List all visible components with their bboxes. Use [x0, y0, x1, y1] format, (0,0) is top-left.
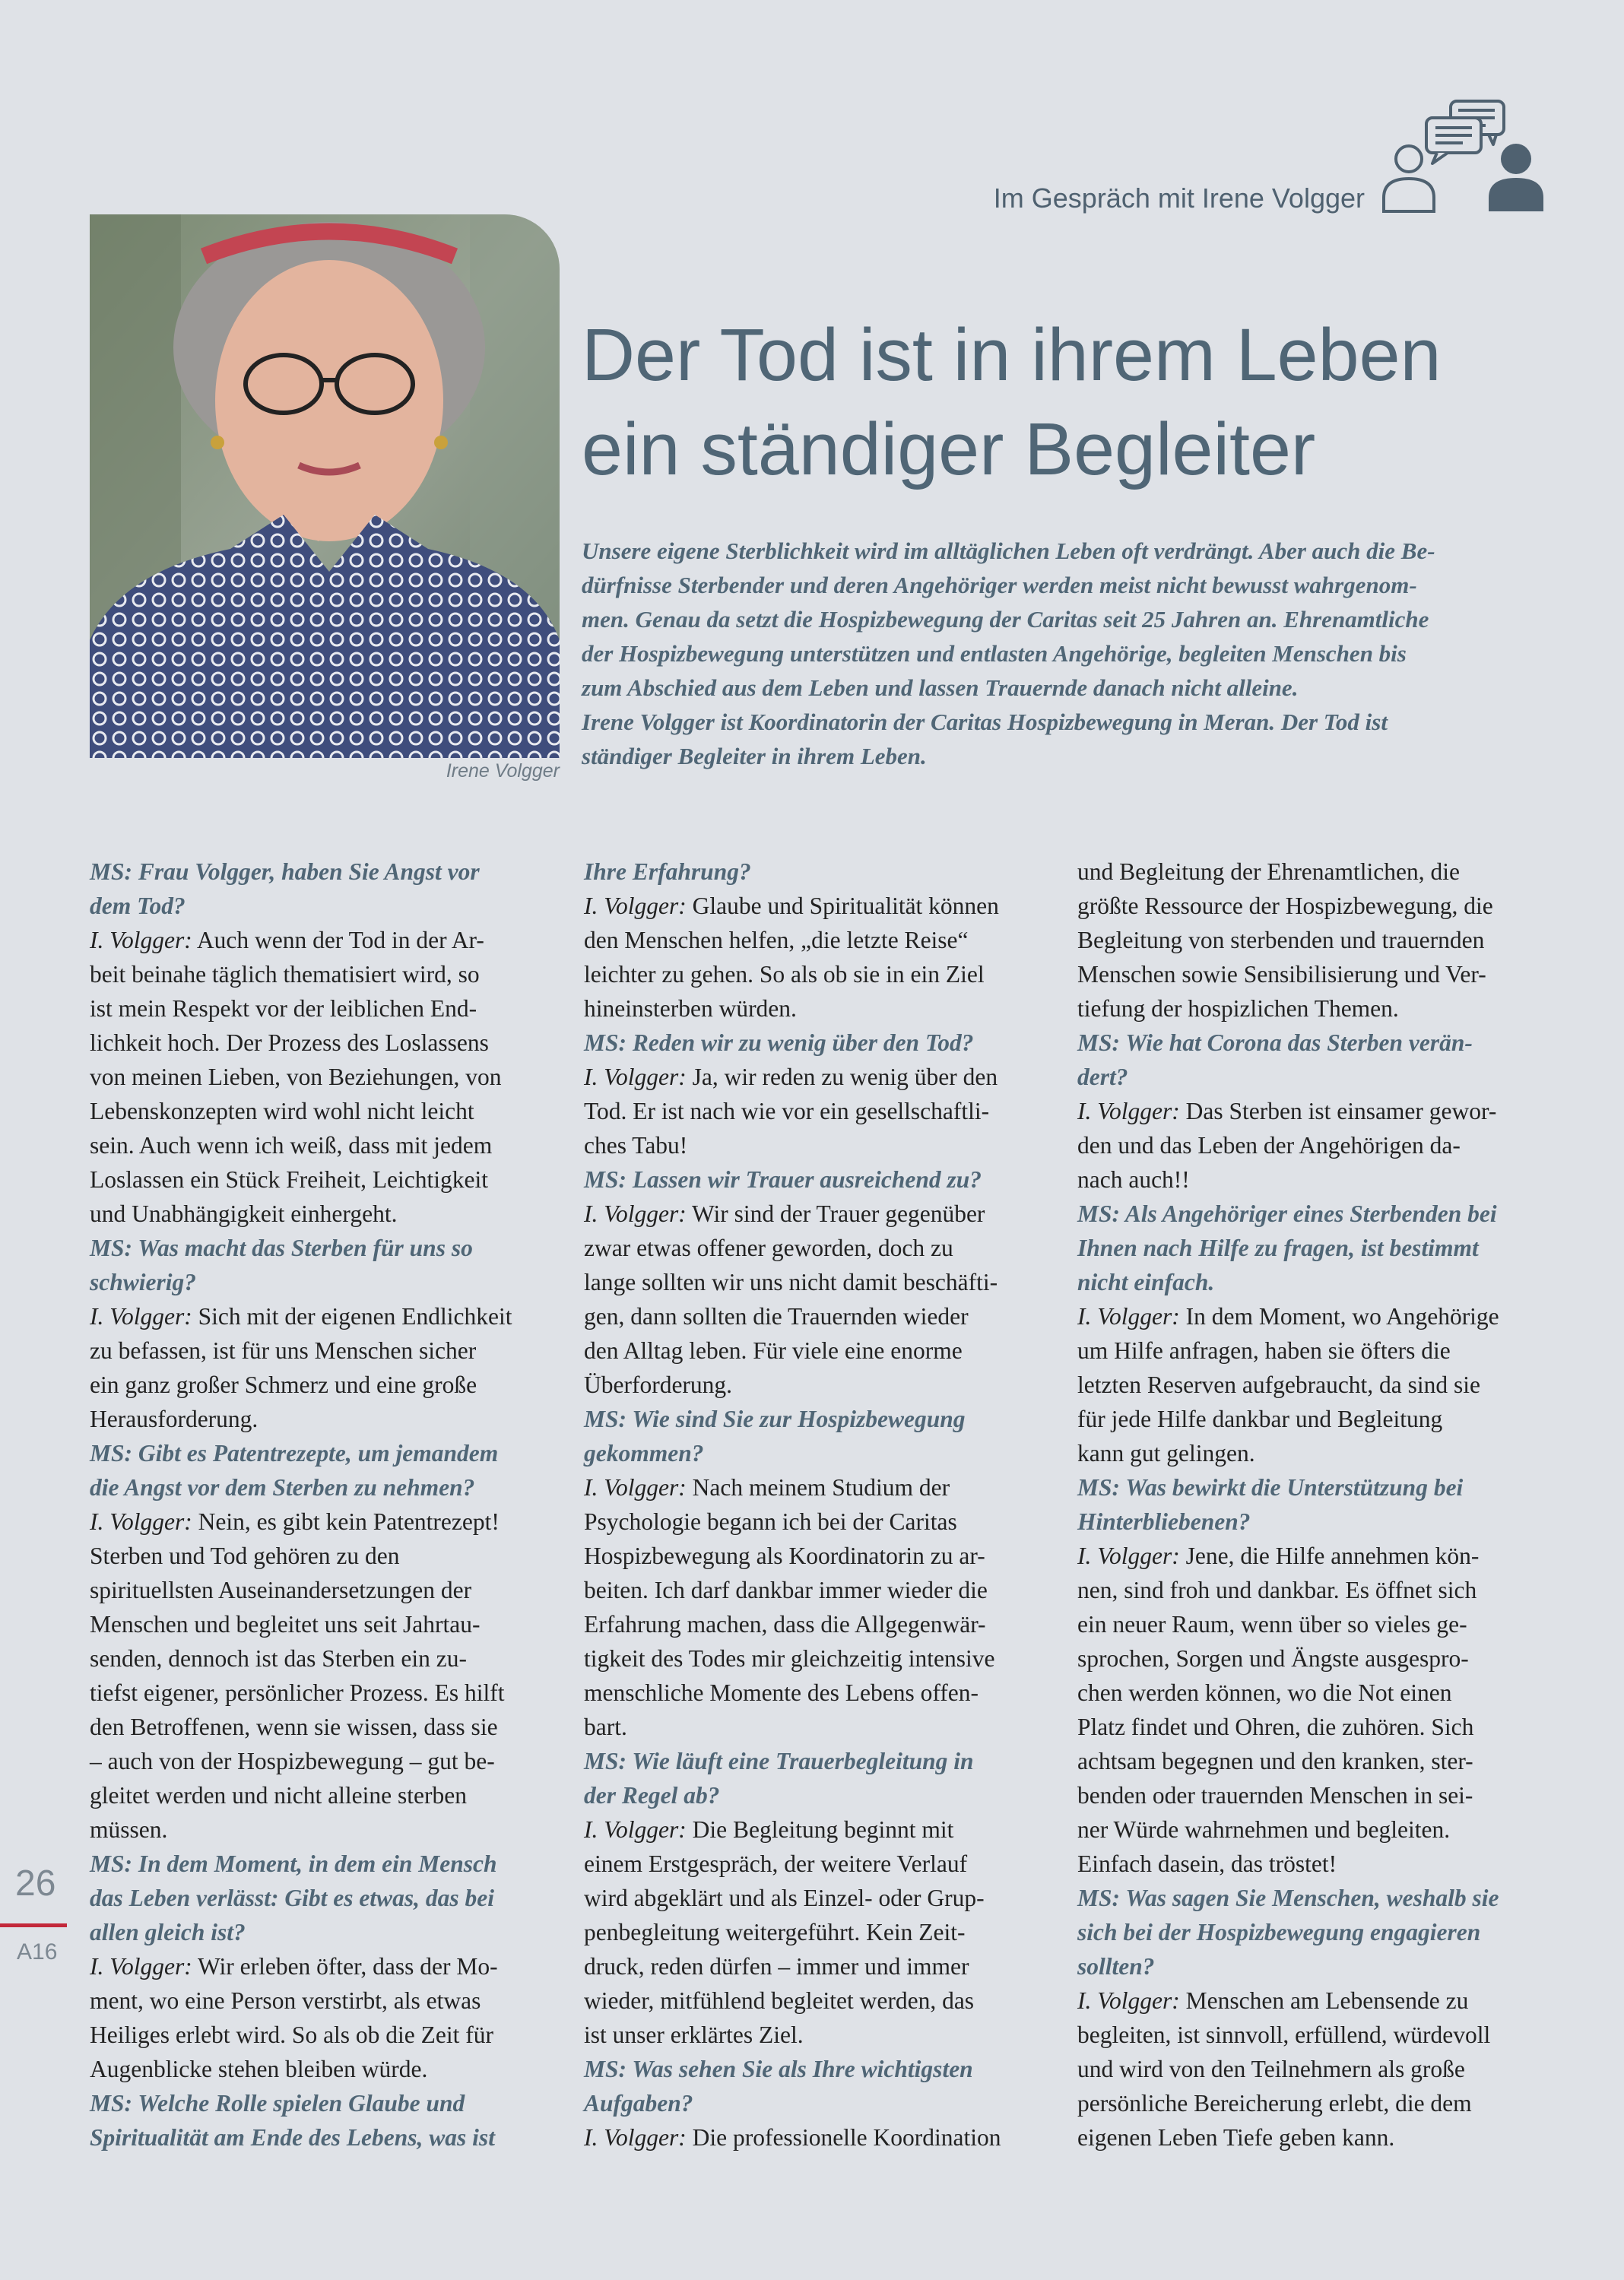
- interview-question-line: der Regel ab?: [584, 1782, 720, 1809]
- interview-text-line: von meinen Lieben, von Beziehungen, von: [90, 1064, 502, 1090]
- interview-text-line: Psychologie begann ich bei der Caritas: [584, 1508, 957, 1535]
- interview-text-line: Einfach dasein, das tröstet!: [1077, 1850, 1337, 1877]
- section-kicker: Im Gespräch mit Irene Volgger: [993, 182, 1365, 214]
- interview-text-line: größte Ressource der Hospizbewegung, die: [1077, 893, 1493, 919]
- interview-text-line: lichkeit hoch. Der Prozess des Loslassens: [90, 1029, 489, 1056]
- answer-text: Jene, die Hilfe annehmen kön-: [1179, 1543, 1480, 1569]
- lead-line: zum Abschied aus dem Leben und lassen Trauernde danach nicht alleine.: [582, 674, 1299, 701]
- interview-question-line: sich bei der Hospizbewegung engagieren: [1077, 1919, 1481, 1945]
- answer-text: Glaube und Spiritualität können: [686, 893, 999, 919]
- speaker-label: I. Volgger:: [90, 1303, 192, 1330]
- speaker-label: I. Volgger:: [1077, 1543, 1180, 1569]
- photo-caption: Irene Volgger: [446, 760, 560, 782]
- interview-question-line: MS: Was macht das Sterben für uns so: [90, 1235, 473, 1261]
- speaker-label: I. Volgger:: [584, 1816, 687, 1843]
- conversation-icon: [1375, 97, 1546, 216]
- interview-text-line: tiefung der hospizlichen Themen.: [1077, 995, 1399, 1022]
- interview-answer-line: [90, 1299, 576, 1333]
- interview-text-line: Tod. Er ist nach wie vor ein gesellschaftli-: [584, 1098, 990, 1124]
- interview-question-line: MS: Wie sind Sie zur Hospizbewegung: [584, 1406, 966, 1432]
- interview-text-line: Herausforderung.: [90, 1406, 259, 1432]
- interview-text-line: tiefst eigener, persönlicher Prozess. Es hilft: [90, 1679, 505, 1706]
- interview-text-line: gen, dann sollten die Trauernden wieder: [584, 1303, 969, 1330]
- speaker-label: I. Volgger:: [584, 893, 687, 919]
- interview-text-line: Sterben und Tod gehören zu den: [90, 1543, 400, 1569]
- interview-text-line: Menschen sowie Sensibilisierung und Ver-: [1077, 961, 1486, 988]
- interview-text-line: ist unser erklärtes Ziel.: [584, 2022, 804, 2048]
- answer-text: Wir sind der Trauer gegenüber: [686, 1200, 985, 1227]
- speaker-label: I. Volgger:: [584, 1474, 687, 1501]
- interview-text-line: tigkeit des Todes mir gleichzeitig intensive: [584, 1645, 995, 1672]
- interview-text-line: Lebenskonzepten wird wohl nicht leicht: [90, 1098, 474, 1124]
- speaker-label: I. Volgger:: [90, 927, 192, 953]
- interview-question-line: dem Tod?: [90, 893, 186, 919]
- interview-text-line: Heiliges erlebt wird. So als ob die Zeit für: [90, 2022, 493, 2048]
- speaker-label: I. Volgger:: [584, 1200, 687, 1227]
- interview-text-line: eigenen Leben Tiefe geben kann.: [1077, 2124, 1395, 2151]
- interview-answer-line: [1077, 1984, 1564, 2018]
- interview-text-line: Überforderung.: [584, 1371, 733, 1398]
- answer-text: Das Sterben ist einsamer gewor-: [1179, 1098, 1497, 1124]
- headline-line: ein ständiger Begleiter: [582, 407, 1316, 490]
- headline-line: Der Tod ist in ihrem Leben: [582, 313, 1442, 396]
- answer-text: Ja, wir reden zu wenig über den: [686, 1064, 998, 1090]
- speaker-label: I. Volgger:: [1077, 1098, 1180, 1124]
- interview-text-line: den und das Leben der Angehörigen da-: [1077, 1132, 1461, 1159]
- interview-text-line: kann gut gelingen.: [1077, 1440, 1255, 1467]
- interview-answer-line: [584, 889, 1071, 923]
- interview-answer-line: [90, 1949, 576, 1984]
- interview-text-line: sprochen, Sorgen und Ängste ausgespro-: [1077, 1645, 1469, 1672]
- interview-text-line: ein ganz großer Schmerz und eine große: [90, 1371, 477, 1398]
- interview-question-line: Ihnen nach Hilfe zu fragen, ist bestimmt: [1077, 1235, 1479, 1261]
- lead-line: der Hospizbewegung unterstützen und entlasten Angehörige, begleiten Menschen bis: [582, 640, 1407, 667]
- answer-text: Die professionelle Koordination: [686, 2124, 1001, 2151]
- headline: [582, 308, 1570, 496]
- answer-text: Nach meinem Studium der: [686, 1474, 950, 1501]
- interview-question-line: schwierig?: [90, 1269, 197, 1295]
- answer-text: Wir erleben öfter, dass der Mo-: [192, 1953, 498, 1980]
- interview-question-line: MS: Was sagen Sie Menschen, weshalb sie: [1077, 1885, 1499, 1911]
- interview-text-line: wird abgeklärt und als Einzel- oder Grup-: [584, 1885, 985, 1911]
- interview-question-line: MS: Lassen wir Trauer ausreichend zu?: [584, 1166, 982, 1193]
- interview-question-line: die Angst vor dem Sterben zu nehmen?: [90, 1474, 475, 1501]
- interview-question-line: dert?: [1077, 1064, 1128, 1090]
- interview-answer-line: [584, 2120, 1071, 2155]
- interview-question-line: MS: Gibt es Patentrezepte, um jemandem: [90, 1440, 499, 1467]
- interview-answer-line: [584, 1812, 1071, 1847]
- interview-question-line: Aufgaben?: [584, 2090, 693, 2117]
- interview-text-line: nach auch!!: [1077, 1166, 1190, 1193]
- speaker-label: I. Volgger:: [584, 1064, 687, 1090]
- interview-column-3: [1077, 855, 1564, 2155]
- interview-question-line: MS: Welche Rolle spielen Glaube und: [90, 2090, 465, 2117]
- interview-question-line: nicht einfach.: [1077, 1269, 1215, 1295]
- lead-line: Unsere eigene Sterblichkeit wird im alltäglichen Leben oft verdrängt. Aber auch die Be-: [582, 537, 1435, 564]
- speaker-label: I. Volgger:: [1077, 1987, 1180, 2014]
- interview-text-line: beiten. Ich darf dankbar immer wieder die: [584, 1577, 988, 1603]
- page-number: 26: [15, 1863, 56, 1904]
- interview-text-line: letzten Reserven aufgebraucht, da sind sie: [1077, 1371, 1481, 1398]
- interview-answer-line: [90, 923, 576, 957]
- interview-answer-line: [584, 1470, 1071, 1505]
- interview-answer-line: [584, 1197, 1071, 1231]
- interview-text-line: einem Erstgespräch, der weitere Verlauf: [584, 1850, 968, 1877]
- interview-text-line: sein. Auch wenn ich weiß, dass mit jedem: [90, 1132, 493, 1159]
- interview-text-line: nen, sind froh und dankbar. Es öffnet sich: [1077, 1577, 1477, 1603]
- interview-text-line: ein neuer Raum, wenn über so vieles ge-: [1077, 1611, 1467, 1638]
- interview-text-line: und Begleitung der Ehrenamtlichen, die: [1077, 858, 1460, 885]
- interview-question-line: allen gleich ist?: [90, 1919, 246, 1945]
- interview-text-line: spirituellsten Auseinandersetzungen der: [90, 1577, 472, 1603]
- interview-answer-line: [1077, 1299, 1564, 1333]
- interview-text-line: Erfahrung machen, dass die Allgegenwär-: [584, 1611, 986, 1638]
- interview-answer-line: [584, 1060, 1071, 1094]
- answer-text: Menschen am Lebensende zu: [1179, 1987, 1469, 2014]
- interview-text-line: Begleitung von sterbenden und trauernden: [1077, 927, 1485, 953]
- interview-text-line: den Alltag leben. Für viele eine enorme: [584, 1337, 963, 1364]
- speaker-label: I. Volgger:: [584, 2124, 687, 2151]
- interview-text-line: gleitet werden und nicht alleine sterben: [90, 1782, 467, 1809]
- interview-question-line: Hinterbliebenen?: [1077, 1508, 1251, 1535]
- interview-text-line: benden oder trauernden Menschen in sei-: [1077, 1782, 1473, 1809]
- interview-question-line: MS: Was bewirkt die Unterstützung bei: [1077, 1474, 1464, 1501]
- interview-text-line: achtsam begegnen und den kranken, ster-: [1077, 1748, 1473, 1774]
- interview-question-line: Spiritualität am Ende des Lebens, was ist: [90, 2124, 495, 2151]
- interview-text-line: Augenblicke stehen bleiben würde.: [90, 2056, 428, 2082]
- interview-text-line: ches Tabu!: [584, 1132, 688, 1159]
- speaker-label: I. Volgger:: [1077, 1303, 1180, 1330]
- interview-text-line: und wird von den Teilnehmern als große: [1077, 2056, 1465, 2082]
- interview-text-line: Platz findet und Ohren, die zuhören. Sich: [1077, 1714, 1474, 1740]
- answer-text: Die Begleitung beginnt mit: [686, 1816, 954, 1843]
- interview-question-line: MS: Frau Volgger, haben Sie Angst vor: [90, 858, 480, 885]
- interview-text-line: um Hilfe anfragen, haben sie öfters die: [1077, 1337, 1451, 1364]
- speaker-label: I. Volgger:: [90, 1508, 192, 1535]
- interview-text-line: lange sollten wir uns nicht damit beschäfti-: [584, 1269, 998, 1295]
- interview-text-line: menschliche Momente des Lebens offen-: [584, 1679, 979, 1706]
- lead-line: ständiger Begleiter in ihrem Leben.: [582, 743, 927, 769]
- interview-text-line: senden, dennoch ist das Sterben ein zu-: [90, 1645, 467, 1672]
- interview-question-line: MS: Wie läuft eine Trauerbegleitung in: [584, 1748, 974, 1774]
- portrait-photo: [90, 214, 560, 758]
- lead-paragraph: [582, 534, 1547, 773]
- lead-line: men. Genau da setzt die Hospizbewegung der Caritas seit 25 Jahren an. Ehrenamtliche: [582, 606, 1429, 633]
- interview-question-line: Ihre Erfahrung?: [584, 858, 751, 885]
- interview-question-line: gekommen?: [584, 1440, 704, 1467]
- lead-line: Irene Volgger ist Koordinatorin der Caritas Hospizbewegung in Meran. Der Tod ist: [582, 709, 1388, 735]
- edition-label: A16: [17, 1939, 58, 1964]
- interview-question-line: MS: Reden wir zu wenig über den Tod?: [584, 1029, 974, 1056]
- interview-text-line: Loslassen ein Stück Freiheit, Leichtigkeit: [90, 1166, 489, 1193]
- interview-text-line: Hospizbewegung als Koordinatorin zu ar-: [584, 1543, 985, 1569]
- interview-text-line: penbegleitung weitergeführt. Kein Zeit-: [584, 1919, 966, 1945]
- interview-question-line: MS: Wie hat Corona das Sterben verän-: [1077, 1029, 1473, 1056]
- interview-text-line: leichter zu gehen. So als ob sie in ein Ziel: [584, 961, 985, 988]
- interview-text-line: und Unabhängigkeit einhergeht.: [90, 1200, 398, 1227]
- interview-text-line: zwar etwas offener geworden, doch zu: [584, 1235, 953, 1261]
- interview-text-line: den Menschen helfen, „die letzte Reise“: [584, 927, 969, 953]
- interview-column-1: [90, 855, 576, 2155]
- interview-text-line: begleiten, ist sinnvoll, erfüllend, würdevoll: [1077, 2022, 1491, 2048]
- interview-answer-line: [1077, 1094, 1564, 1128]
- interview-text-line: druck, reden dürfen – immer und immer: [584, 1953, 969, 1980]
- lead-line: dürfnisse Sterbender und deren Angehöriger werden meist nicht bewusst wahrgenom-: [582, 572, 1417, 598]
- answer-text: Sich mit der eigenen Endlichkeit: [192, 1303, 512, 1330]
- interview-question-line: MS: Was sehen Sie als Ihre wichtigsten: [584, 2056, 973, 2082]
- interview-text-line: den Betroffenen, wenn sie wissen, dass sie: [90, 1714, 498, 1740]
- interview-text-line: beit beinahe täglich thematisiert wird, so: [90, 961, 480, 988]
- interview-text-line: wieder, mitfühlend begleitet werden, das: [584, 1987, 975, 2014]
- interview-text-line: chen werden können, wo die Not einen: [1077, 1679, 1452, 1706]
- interview-text-line: ner Würde wahrnehmen und begleiten.: [1077, 1816, 1451, 1843]
- interview-question-line: das Leben verlässt: Gibt es etwas, das bei: [90, 1885, 494, 1911]
- interview-question-line: sollten?: [1077, 1953, 1155, 1980]
- interview-question-line: MS: In dem Moment, in dem ein Mensch: [90, 1850, 497, 1877]
- interview-text-line: ment, wo eine Person verstirbt, als etwas: [90, 1987, 481, 2014]
- interview-text-line: – auch von der Hospizbewegung – gut be-: [90, 1748, 495, 1774]
- interview-text-line: zu befassen, ist für uns Menschen sicher: [90, 1337, 477, 1364]
- interview-text-line: müssen.: [90, 1816, 168, 1843]
- interview-text-line: hineinsterben würden.: [584, 995, 797, 1022]
- answer-text: Auch wenn der Tod in der Ar-: [192, 927, 484, 953]
- interview-answer-line: [90, 1505, 576, 1539]
- page-number-rule: [0, 1923, 67, 1927]
- interview-text-line: persönliche Bereicherung erlebt, die dem: [1077, 2090, 1472, 2117]
- answer-text: In dem Moment, wo Angehörige: [1179, 1303, 1499, 1330]
- interview-text-line: bart.: [584, 1714, 627, 1740]
- interview-text-line: ist mein Respekt vor der leiblichen End-: [90, 995, 477, 1022]
- interview-column-2: [584, 855, 1071, 2155]
- answer-text: Nein, es gibt kein Patentrezept!: [192, 1508, 500, 1535]
- speaker-label: I. Volgger:: [90, 1953, 192, 1980]
- interview-question-line: MS: Als Angehöriger eines Sterbenden bei: [1077, 1200, 1497, 1227]
- interview-text-line: Menschen und begleitet uns seit Jahrtau-: [90, 1611, 481, 1638]
- interview-answer-line: [1077, 1539, 1564, 1573]
- interview-text-line: für jede Hilfe dankbar und Begleitung: [1077, 1406, 1443, 1432]
